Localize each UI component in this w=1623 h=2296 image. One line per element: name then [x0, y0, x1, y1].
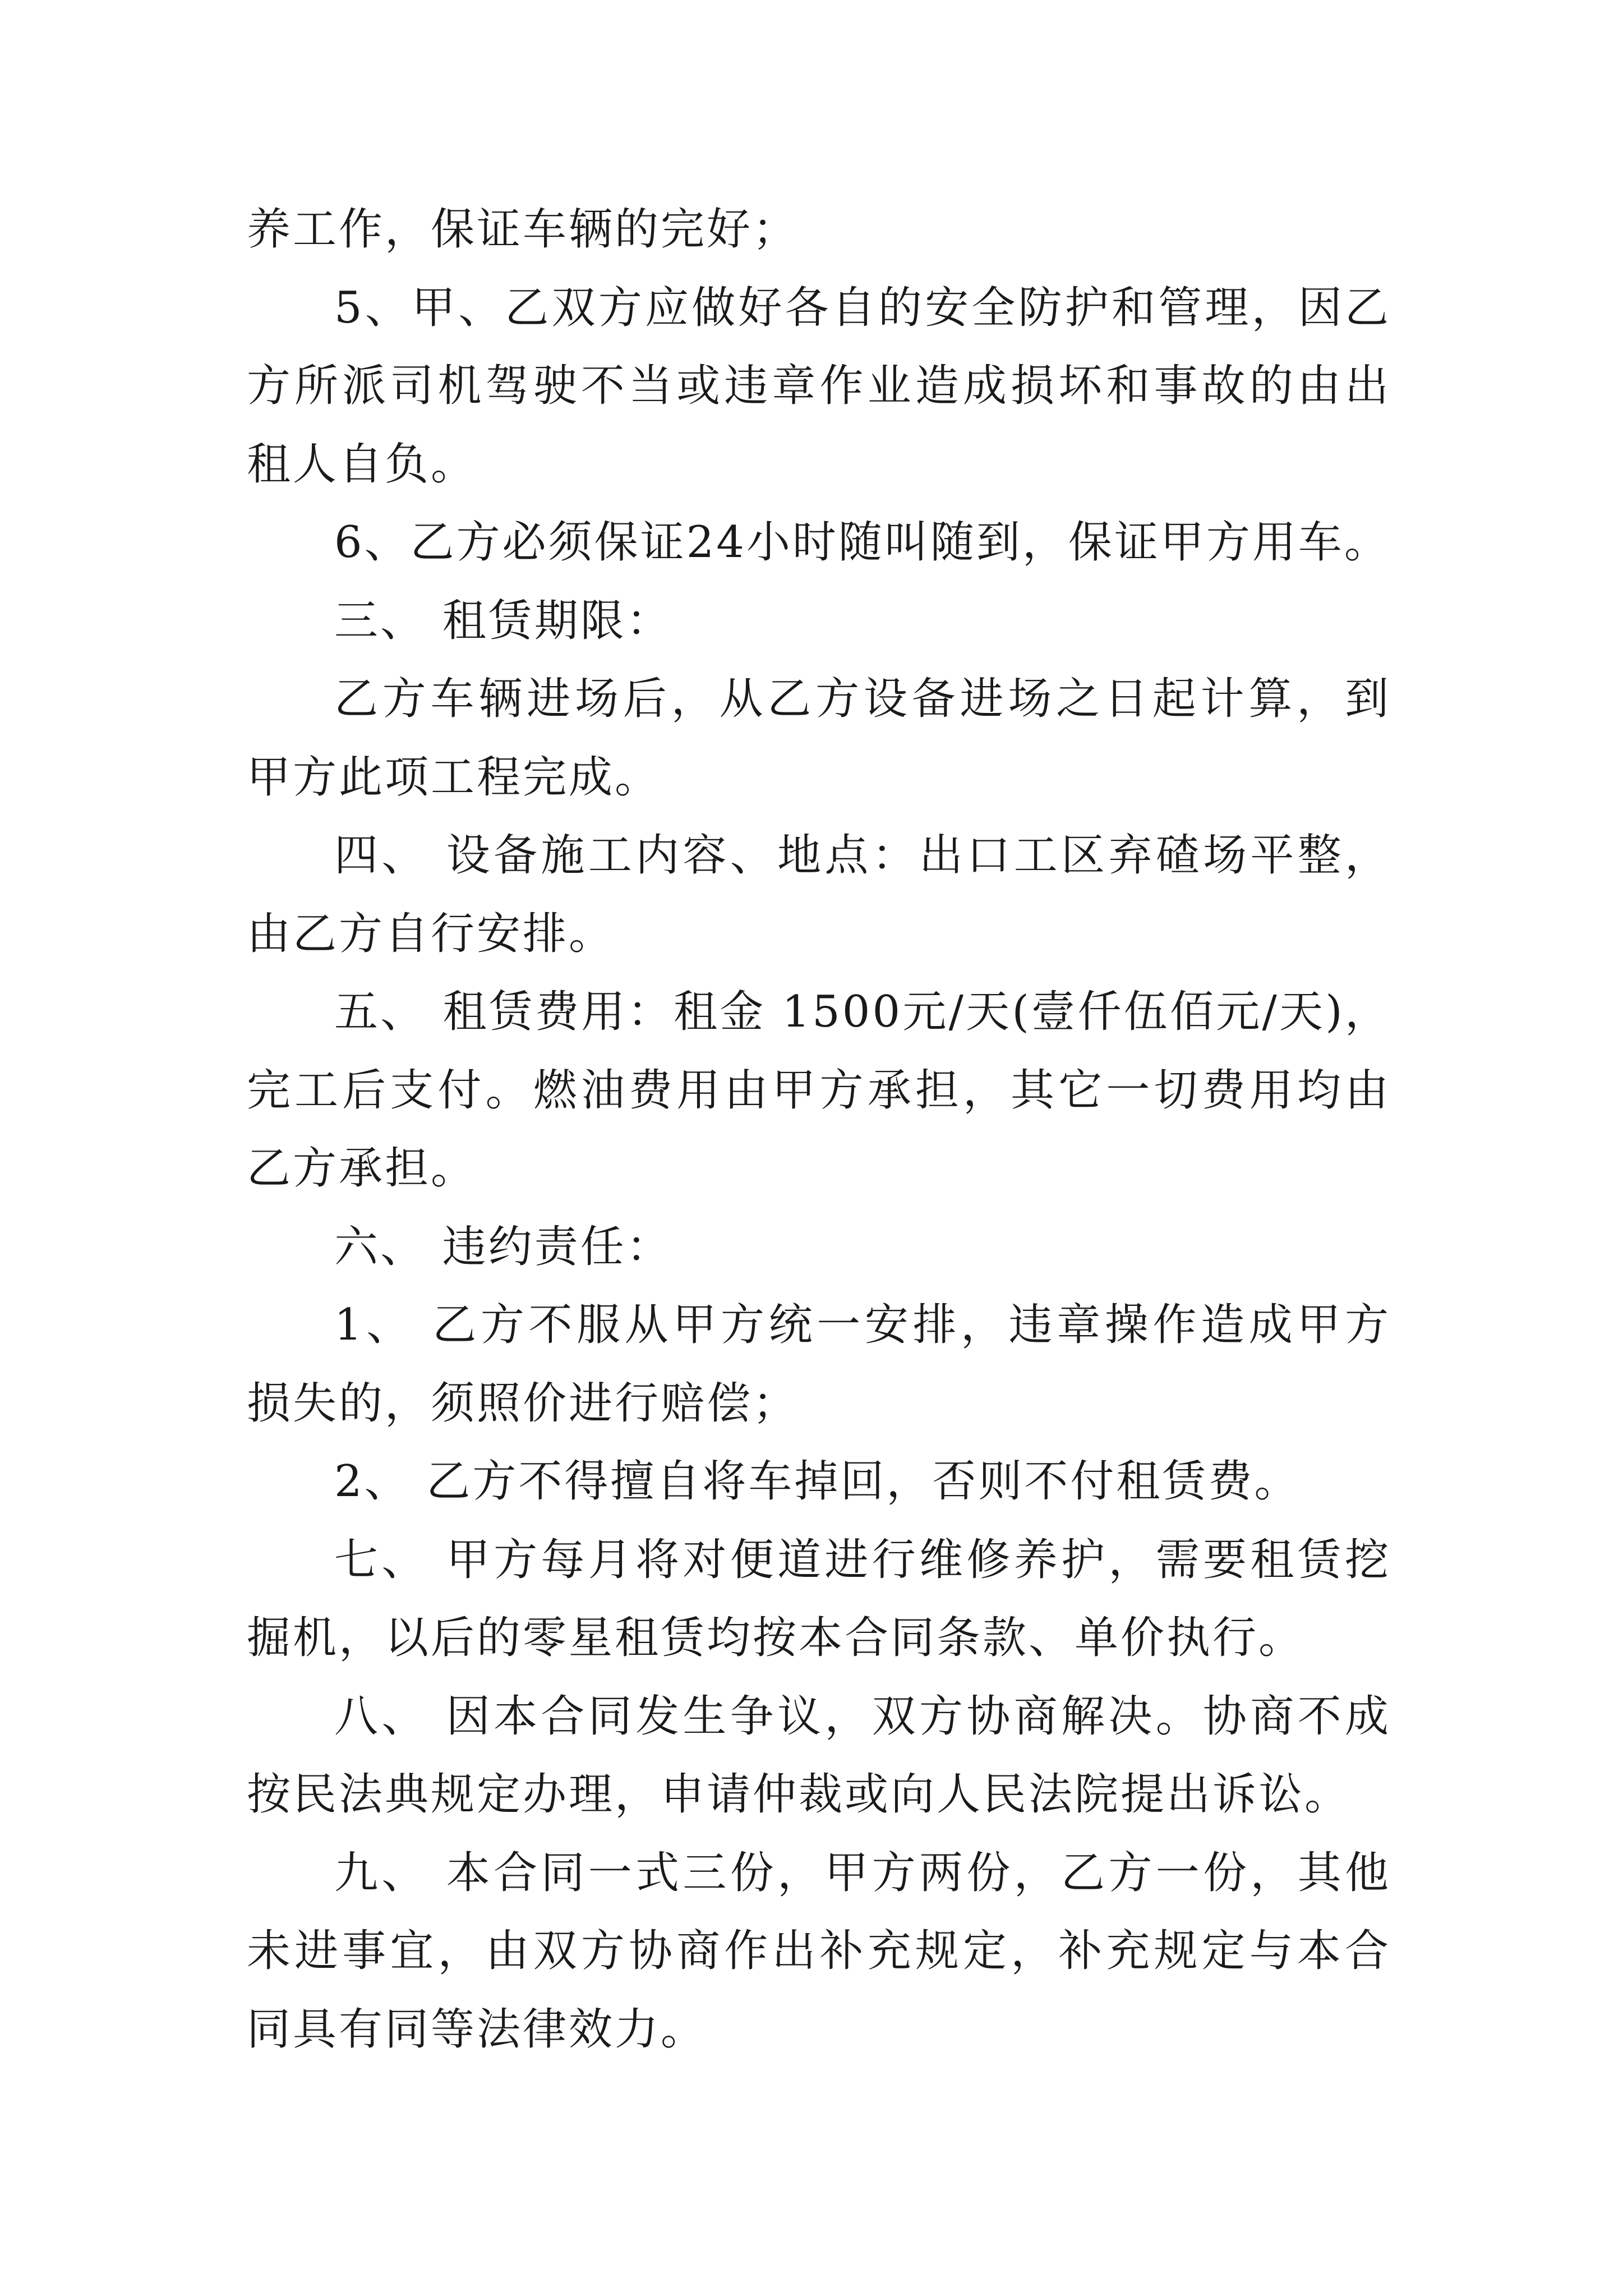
paragraph-liability-2: 2、 乙方不得擅自将车掉回，否则不付租赁费。 — [334, 1456, 1301, 1507]
paragraph-section-7-maintenance: 七、 甲方每月将对便道进行维修养护，需要租赁挖掘机，以后的零星租赁均按本合同条款、单价执行。 — [247, 1534, 1391, 1663]
heading-section-3-lease-term: 三、 租赁期限： — [334, 595, 672, 646]
paragraph-section-5-lease-fee: 五、 租赁费用：租金 1500元/天(壹仟伍佰元/天)，完工后支付。燃油费用由甲方承担，其它一切费用均由乙方承担。 — [247, 987, 1391, 1194]
contract-body — [247, 191, 1391, 2069]
paragraph-clause-6-availability: 6、乙方必须保证24小时随叫随到，保证甲方用车。 — [334, 517, 1390, 568]
paragraph-maintenance-continued: 养工作，保证车辆的完好； — [247, 204, 799, 255]
heading-section-6-liability: 六、 违约责任： — [334, 1221, 672, 1272]
paragraph-liability-1: 1、 乙方不服从甲方统一安排，违章操作造成甲方损失的，须照价进行赔偿； — [247, 1300, 1391, 1429]
paragraph-section-8-dispute: 八、 因本合同发生争议，双方协商解决。协商不成按民法典规定办理，申请仲裁或向人民法院提出诉讼。 — [247, 1691, 1391, 1820]
paragraph-section-4-work-content: 四、 设备施工内容、地点：出口工区弃碴场平整，由乙方自行安排。 — [247, 830, 1391, 959]
paragraph-clause-5-safety: 5、甲、乙双方应做好各自的安全防护和管理，因乙方所派司机驾驶不当或违章作业造成损坏和事故的由出租人自负。 — [247, 282, 1391, 490]
paragraph-lease-term: 乙方车辆进场后，从乙方设备进场之日起计算，到甲方此项工程完成。 — [247, 674, 1391, 803]
paragraph-section-9-copies: 九、 本合同一式三份，甲方两份，乙方一份，其他未进事宜，由双方协商作出补充规定，补充规定与本合同具有同等法律效力。 — [247, 1847, 1391, 2055]
